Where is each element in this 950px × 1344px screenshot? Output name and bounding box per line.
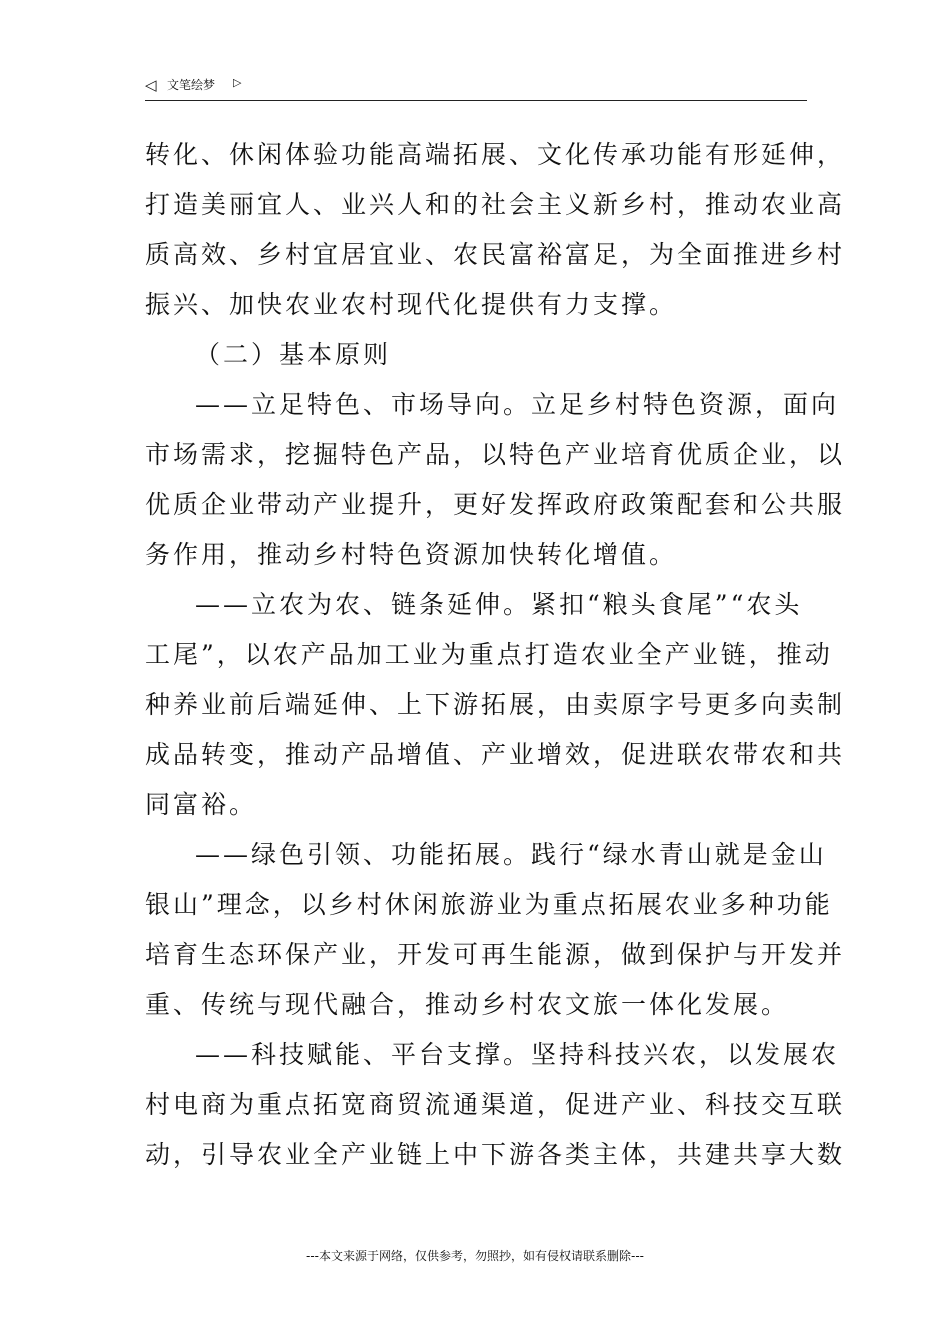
text-line: 成品转变，推动产品增值、产业增效，促进联农带农和共 xyxy=(145,740,846,769)
paragraph-principle-1 xyxy=(145,380,846,580)
triangle-right-icon: ▷ xyxy=(233,76,242,89)
page-header xyxy=(145,74,807,101)
text-line: ——立农为农、链条延伸。紧扣“粮头食尾”“农头 xyxy=(195,590,803,619)
page-footer-disclaimer: ---本文来源于网络，仅供参考，勿照抄，如有侵权请联系删除--- xyxy=(306,1249,644,1263)
text-line: 优质企业带动产业提升，更好发挥政府政策配套和公共服 xyxy=(145,490,846,519)
paragraph-principle-2 xyxy=(145,580,846,830)
paragraph-continuation xyxy=(145,130,846,330)
section-heading: （二）基本原则 xyxy=(195,340,392,369)
text-line: 重、传统与现代融合，推动乡村农文旅一体化发展。 xyxy=(145,990,790,1019)
text-line: 振兴、加快农业农村现代化提供有力支撑。 xyxy=(145,290,678,319)
paragraph-principle-4 xyxy=(145,1030,846,1180)
paragraph-principle-3 xyxy=(145,830,846,1030)
text-line: 银山”理念，以乡村休闲旅游业为重点拓展农业多种功能 xyxy=(145,890,833,919)
text-line: 务作用，推动乡村特色资源加快转化增值。 xyxy=(145,540,678,569)
triangle-left-icon: ◁ xyxy=(145,76,157,94)
text-line: 同富裕。 xyxy=(145,790,258,819)
document-body xyxy=(145,130,846,1180)
text-line: 种养业前后端延伸、上下游拓展，由卖原字号更多向卖制 xyxy=(145,690,846,719)
text-line: 打造美丽宜人、业兴人和的社会主义新乡村，推动农业高 xyxy=(145,190,846,219)
text-line: 质高效、乡村宜居宜业、农民富裕富足，为全面推进乡村 xyxy=(145,240,846,269)
text-line: 转化、休闲体验功能高端拓展、文化传承功能有形延伸， xyxy=(145,140,846,169)
text-line: 村电商为重点拓宽商贸流通渠道，促进产业、科技交互联 xyxy=(145,1090,846,1119)
text-line: 培育生态环保产业，开发可再生能源，做到保护与开发并 xyxy=(145,940,846,969)
text-line: ——科技赋能、平台支撑。坚持科技兴农，以发展农 xyxy=(195,1040,840,1069)
header-title: 文笔绘梦 xyxy=(167,78,216,92)
text-line: 市场需求，挖掘特色产品，以特色产业培育优质企业，以 xyxy=(145,440,846,469)
text-line: 工尾”，以农产品加工业为重点打造农业全产业链，推动 xyxy=(145,640,833,669)
text-line: ——立足特色、市场导向。立足乡村特色资源，面向 xyxy=(195,390,840,419)
text-line: ——绿色引领、功能拓展。践行“绿水青山就是金山 xyxy=(195,840,827,869)
text-line: 动，引导农业全产业链上中下游各类主体，共建共享大数 xyxy=(145,1140,846,1169)
